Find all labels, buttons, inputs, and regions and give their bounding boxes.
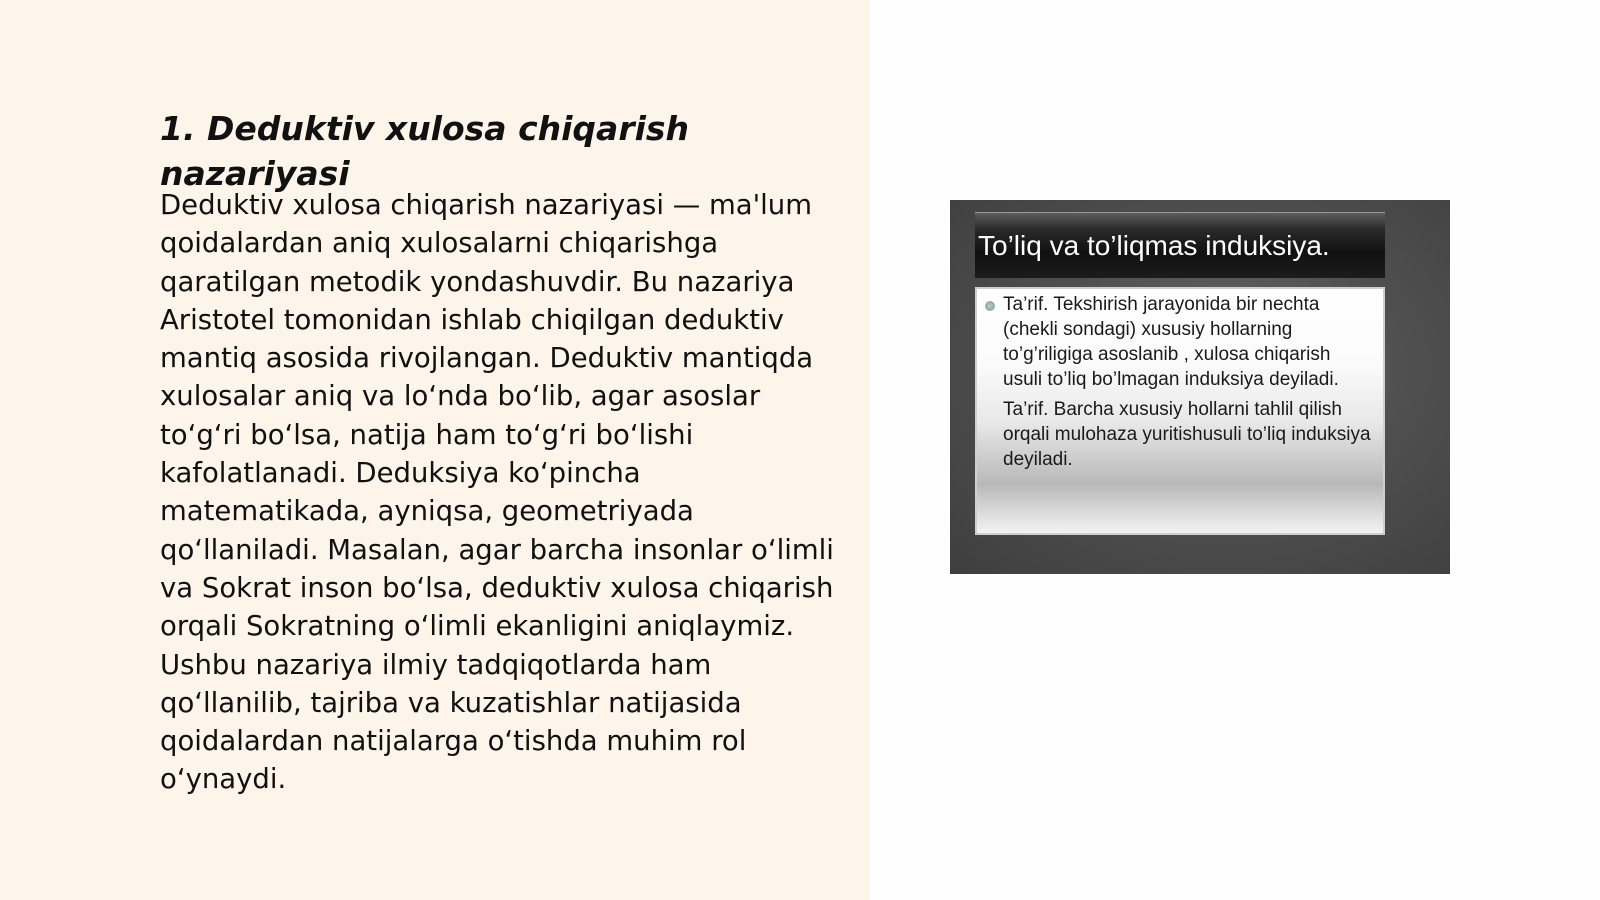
- definition-partial-induction: Ta’rif. Tekshirish jarayonida bir nechta (chekli sondagi) xususiy hollarning to’g’riligiga asoslanib , xulosa chiqarish usuli to’liq bo’lmagan induksiya deyiladi.: [1003, 294, 1339, 390]
- embedded-title-bar: [975, 212, 1385, 278]
- slide-title: 1. Deduktiv xulosa chiqarish nazariyasi: [160, 109, 690, 193]
- embedded-slide-image: [950, 200, 1450, 574]
- embedded-content-box: [975, 287, 1385, 535]
- slide-body-text: Deduktiv xulosa chiqarish nazariyasi — ma'lum qoidalardan aniq xulosalarni chiqarishga qaratilgan metodik yondashuvdir. Bu nazariya Aristotel tomonidan ishlab chiqilgan deduktiv mantiq asosida rivojlangan. Deduktiv mantiqda xulosalar aniq va lo‘nda bo‘lib, agar asoslar to‘g‘ri bo‘lsa, natija ham to‘g‘ri bo‘lishi kafolatlanadi. Deduksiya ko‘pincha matematikada, ayniqsa, geometriyada qo‘llaniladi. Masalan, agar barcha insonlar o‘limli va Sokrat inson bo‘lsa, deduktiv xulosa chiqarish orqali Sokratning o‘limli ekanligini aniqlaymiz. Ushbu nazariya ilmiy tadqiqotlarda ham qo‘llanilib, tajriba va kuzatishlar natijasida qoidalardan natijalarga o‘tishda muhim rol o‘ynaydi.: [160, 189, 834, 796]
- bullet-icon: [985, 301, 995, 311]
- definition-complete-induction: Ta’rif. Barcha xususiy hollarni tahlil qilish orqali mulohaza yuritishusuli to’liq induksiya deyiladi.: [1003, 399, 1371, 470]
- embedded-slide-title: To’liq va to’liqmas induksiya.: [978, 230, 1330, 261]
